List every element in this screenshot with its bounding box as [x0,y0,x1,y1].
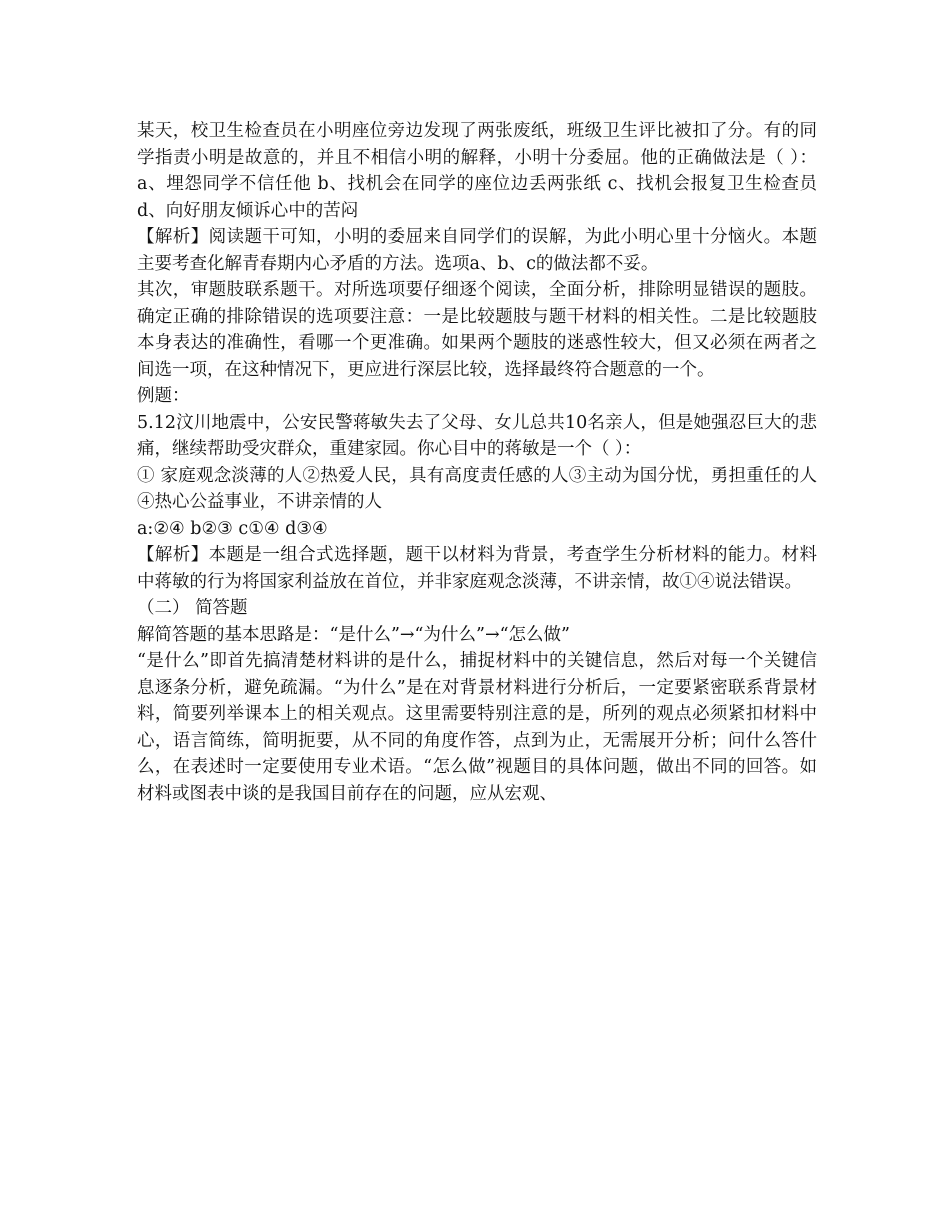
document-body [137,118,817,807]
paragraph-short-answer-approach: 解简答题的基本思路是：“是什么”→“为什么”→“怎么做” [137,624,571,645]
paragraph-method-step: 其次，审题肢联系题干。对所选项要仔细逐个阅读，全面分析，排除明显错误的题肢。确定正确的排除错误的选项要注意：一是比较题肢与题干材料的相关性。二是比较题肢本身表达的准确性，看哪一个更准确。如果两个题肢的迷惑性较大，但又必须在两者之间选一项，在这种情况下，更应进行深层比较，选择最终符合题意的一个。 [137,280,817,380]
paragraph-answer-choices: a:②④ b②③ c①④ d③④ [137,518,328,539]
section-heading-short-answer: （二） 简答题 [137,598,248,618]
paragraph-analysis-jiangmin: 【解析】本题是一组合式选择题，题干以材料为背景，考查学生分析材料的能力。材料中蒋敏的行为将国家利益放在首位，并非家庭观念淡薄，不讲亲情，故①④说法错误。 [137,545,817,592]
paragraph-question-xiaoming: 某天，校卫生检查员在小明座位旁边发现了两张废纸，班级卫生评比被扣了分。有的同学指责小明是故意的，并且不相信小明的解释，小明十分委屈。他的正确做法是（ ）：a、埋怨同学不信任他 b、找机会在同学的座位边丢两张纸 c、找机会报复卫生检查员 d、向好朋友倾诉心中的苦闷 [137,121,817,221]
paragraph-analysis-xiaoming: 【解析】阅读题干可知，小明的委屈来自同学们的误解，为此小明心里十分恼火。本题主要考查化解青春期内心矛盾的方法。选项a、b、c的做法都不妥。 [137,227,817,274]
paragraph-options-statements: ① 家庭观念淡薄的人②热爱人民，具有高度责任感的人③主动为国分忧，勇担重任的人 ④热心公益事业，不讲亲情的人 [137,465,817,512]
paragraph-example-heading: 例题： [137,386,190,406]
paragraph-question-jiangmin: 5.12汶川地震中，公安民警蒋敏失去了父母、女儿总共10名亲人，但是她强忍巨大的悲痛，继续帮助受灾群众，重建家园。你心目中的蒋敏是一个（ ）： [137,412,817,459]
paragraph-short-answer-explanation: “是什么”即首先搞清楚材料讲的是什么，捕捉材料中的关键信息，然后对每一个关键信息逐条分析，避免疏漏。“为什么”是在对背景材料进行分析后，一定要紧密联系背景材料，简要列举课本上的相关观点。这里需要特别注意的是，所列的观点必须紧扣材料中心，语言简练，简明扼要，从不同的角度作答，点到为止，无需展开分析；问什么答什么，在表述时一定要使用专业术语。“怎么做”视题目的具体问题，做出不同的回答。如材料或图表中谈的是我国目前存在的问题，应从宏观、 [137,651,817,804]
